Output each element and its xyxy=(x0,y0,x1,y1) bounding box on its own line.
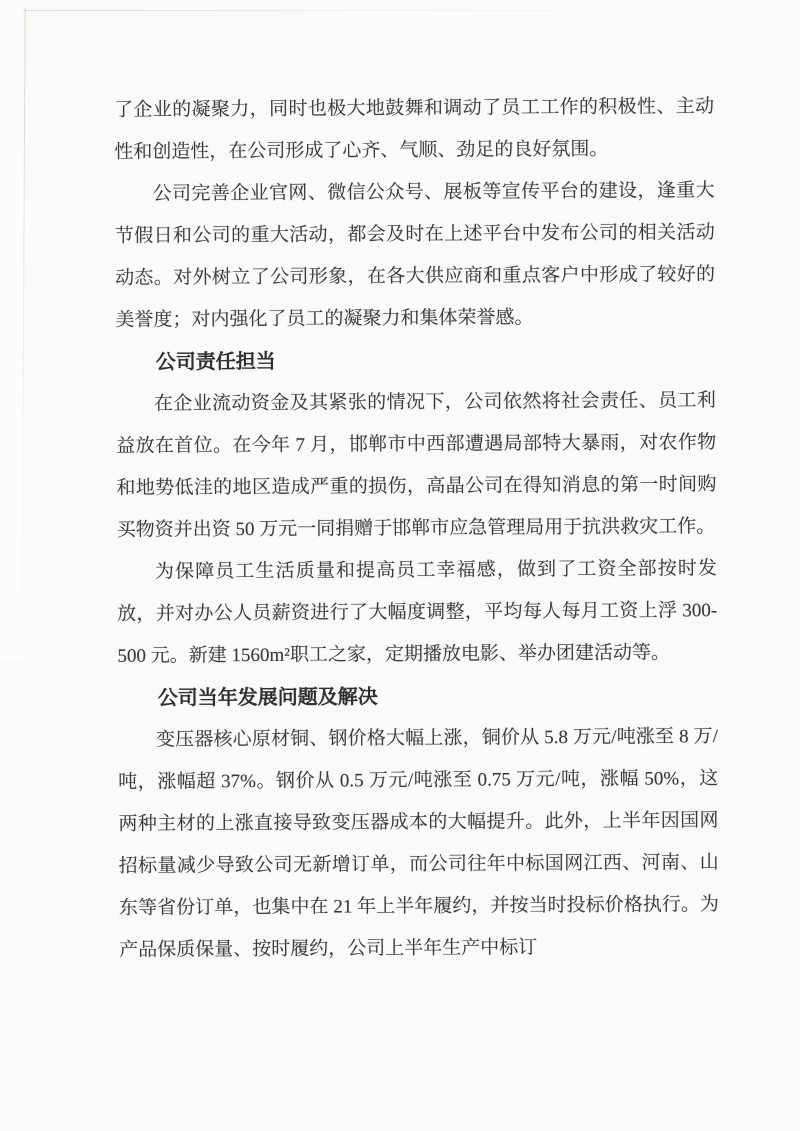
page-edge-top xyxy=(23,10,800,11)
paragraph-flood-donation: 在企业流动资金及其紧张的情况下，公司依然将社会责任、员工利益放在首位。在今年 7 月，邯郸市中西部遭遇局部特大暴雨，对农作物和地势低洼的地区造成严重的损伤，高晶公司在得知消息的第一时间购买物资并出资 50 万元一同捐赠于邯郸市应急管理局用于抗洪救灾工作。 xyxy=(116,390,717,541)
paragraph-continuation: 了企业的凝聚力，同时也极大地鼓舞和调动了员工工作的积极性、主动性和创造性，在公司形成了心齐、气顺、劲足的良好氛围。 xyxy=(114,96,715,163)
paragraph-publicity-platforms: 公司完善企业官网、微信公众号、展板等宣传平台的建设，逢重大节假日和公司的重大活动，都会及时在上述平台中发布公司的相关活动动态。对外树立了公司形象，在各大供应商和重点客户中形成了较好的美誉度；对内强化了员工的凝聚力和集体荣誉感。 xyxy=(114,180,716,331)
document-text-block xyxy=(114,86,719,972)
section-heading-development-problems: 公司当年发展问题及解决 xyxy=(157,686,378,710)
page-scan-margin xyxy=(0,0,23,660)
section-heading-responsibility: 公司责任担当 xyxy=(155,350,276,374)
paragraph-material-prices: 变压器核心原材铜、钢价格大幅上涨，铜价从 5.8 万元/吨涨至 8 万/吨，涨幅超 37%。钢价从 0.5 万元/吨涨至 0.75 万元/吨，涨幅 50%，这两种主材的上涨直接导致变压器成本的大幅提升。此外，上半年因国网招标量减少导致公司无新增订单，而公司往年中标国网江西、河南、山东等省份订单，也集中在 21 年上半年履约，并按当时投标价格执行。为产品保质保量、按时履约，公司上半年生产中标订 xyxy=(118,726,720,961)
paragraph-employee-welfare: 为保障员工生活质量和提高员工幸福感，做到了工资全部按时发放，并对办公人员薪资进行了大幅度调整，平均每人每月工资上浮 300-500 元。新建 1560m²职工之家，定期播放电影、举办团建活动等。 xyxy=(117,558,718,667)
